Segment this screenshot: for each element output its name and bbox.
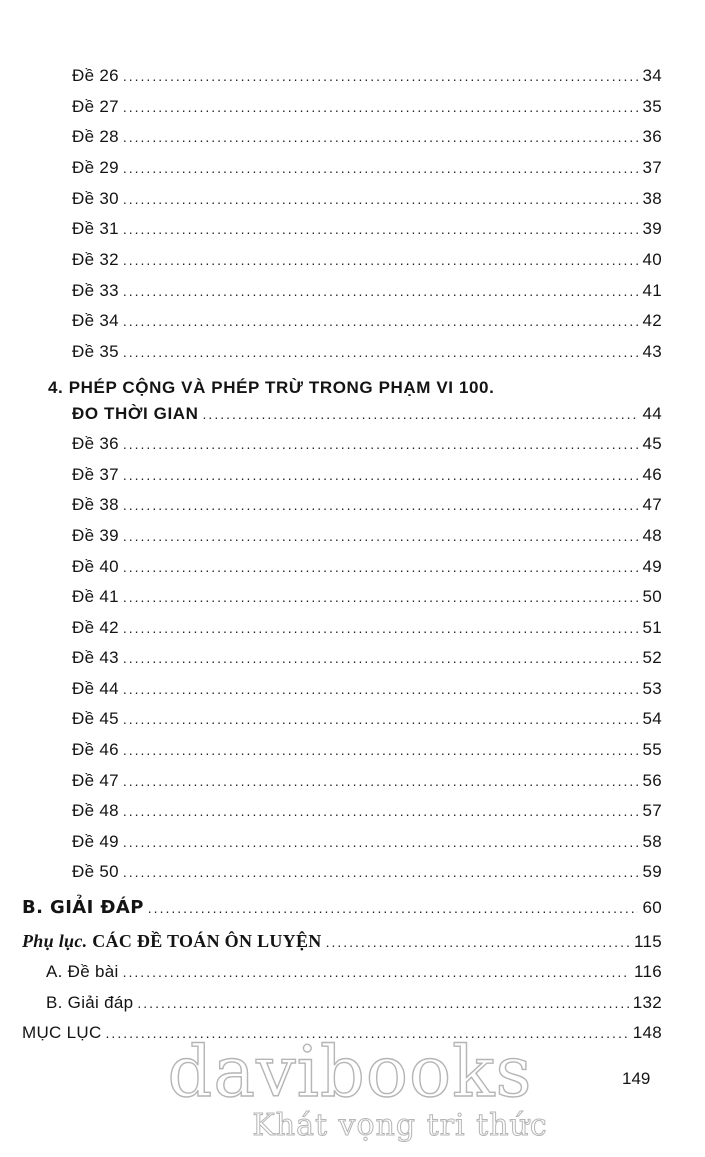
toc-entry-page: 34 bbox=[642, 66, 662, 85]
dot-leader bbox=[123, 433, 639, 455]
toc-part-b bbox=[22, 897, 662, 919]
toc-entry-label: Đề 46 bbox=[72, 740, 119, 759]
toc-entry-page: 51 bbox=[642, 618, 662, 637]
toc-entry bbox=[72, 678, 662, 700]
toc-appendix bbox=[22, 930, 662, 953]
toc-entry-page: 46 bbox=[642, 465, 662, 484]
toc-entry bbox=[72, 770, 662, 792]
toc-entry bbox=[72, 310, 662, 332]
dot-leader bbox=[123, 249, 639, 271]
dot-leader bbox=[123, 525, 639, 547]
dot-leader bbox=[123, 678, 639, 700]
toc-entry-page: 56 bbox=[642, 771, 662, 790]
toc-entry bbox=[72, 556, 662, 578]
contents-label: MỤC LỤC bbox=[22, 1023, 102, 1042]
toc-entry-page: 58 bbox=[642, 832, 662, 851]
toc-entry-page: 48 bbox=[642, 526, 662, 545]
dot-leader bbox=[123, 188, 639, 210]
toc-entry-page: 59 bbox=[642, 862, 662, 881]
toc-entry bbox=[72, 708, 662, 730]
toc-entry-page: 37 bbox=[642, 158, 662, 177]
toc-entry-label: Đề 40 bbox=[72, 557, 119, 576]
toc-entry bbox=[72, 739, 662, 761]
dot-leader bbox=[148, 897, 639, 919]
toc-entry bbox=[72, 433, 662, 455]
toc-entry-label: Đề 30 bbox=[72, 189, 119, 208]
watermark bbox=[150, 1030, 550, 1144]
toc-entry bbox=[72, 647, 662, 669]
dot-leader bbox=[326, 931, 630, 953]
toc-entry-label: Đề 33 bbox=[72, 281, 119, 300]
toc-entry-page: 44 bbox=[642, 404, 662, 423]
dot-leader bbox=[123, 861, 639, 883]
toc-entry-label: Đề 50 bbox=[72, 862, 119, 881]
dot-leader bbox=[123, 65, 639, 87]
toc-entry-label: Đề 27 bbox=[72, 97, 119, 116]
toc-entry-page: 57 bbox=[642, 801, 662, 820]
dot-leader bbox=[123, 310, 639, 332]
toc-entry bbox=[72, 586, 662, 608]
page-number: 149 bbox=[622, 1069, 651, 1088]
toc-entry-label: Đề 34 bbox=[72, 311, 119, 330]
toc-entry bbox=[72, 280, 662, 302]
toc-entry bbox=[72, 800, 662, 822]
dot-leader bbox=[123, 464, 639, 486]
toc-entry-label: Đề 38 bbox=[72, 495, 119, 514]
dot-leader bbox=[123, 280, 639, 302]
toc-entry bbox=[72, 617, 662, 639]
toc-entry-label: Đề 28 bbox=[72, 127, 119, 146]
toc-entry-page: 60 bbox=[642, 898, 662, 917]
toc-entry-label: Đề 37 bbox=[72, 465, 119, 484]
toc-entry-page: 40 bbox=[642, 250, 662, 269]
toc-entry bbox=[72, 831, 662, 853]
toc-contents bbox=[22, 1022, 662, 1044]
appendix-label bbox=[22, 930, 326, 952]
toc-entry-page: 41 bbox=[642, 281, 662, 300]
toc-entry-label: Đề 39 bbox=[72, 526, 119, 545]
appendix-label-rest: CÁC ĐỀ TOÁN ÔN LUYỆN bbox=[87, 931, 322, 951]
dot-leader bbox=[123, 617, 639, 639]
section-4-heading-entry bbox=[72, 403, 662, 425]
watermark-tagline: Khát vọng tri thức bbox=[252, 1108, 548, 1143]
toc-entry-label: Đề 41 bbox=[72, 587, 119, 606]
toc-entry bbox=[72, 464, 662, 486]
toc-entry bbox=[72, 525, 662, 547]
toc-entry-page: 116 bbox=[633, 962, 662, 981]
toc-entry-label: Đề 31 bbox=[72, 219, 119, 238]
toc-entry-label: Đề 36 bbox=[72, 434, 119, 453]
dot-leader bbox=[106, 1022, 629, 1044]
toc-entry bbox=[72, 188, 662, 210]
toc-entry-page: 49 bbox=[642, 557, 662, 576]
toc-entry-page: 53 bbox=[642, 679, 662, 698]
toc-entry-page: 42 bbox=[642, 311, 662, 330]
toc-entry-label: Đề 49 bbox=[72, 832, 119, 851]
toc-entry bbox=[72, 96, 662, 118]
toc-entry-label: Đề 29 bbox=[72, 158, 119, 177]
dot-leader bbox=[137, 992, 628, 1014]
toc-entry-label: Đề 47 bbox=[72, 771, 119, 790]
toc-entry bbox=[72, 157, 662, 179]
toc-entry bbox=[72, 65, 662, 87]
toc-entry bbox=[46, 961, 662, 983]
toc-entry-page: 47 bbox=[642, 495, 662, 514]
dot-leader bbox=[123, 218, 639, 240]
dot-leader bbox=[123, 708, 639, 730]
toc-entry-label: Đề 42 bbox=[72, 618, 119, 637]
toc-entry-label: Đề 43 bbox=[72, 648, 119, 667]
toc-entry-page: 39 bbox=[642, 219, 662, 238]
toc-entry bbox=[72, 861, 662, 883]
toc-entry-label: Đề 44 bbox=[72, 679, 119, 698]
toc-entry-page: 38 bbox=[642, 189, 662, 208]
toc-entry bbox=[72, 218, 662, 240]
toc-entry bbox=[72, 494, 662, 516]
toc-entry-page: 52 bbox=[642, 648, 662, 667]
toc-entry bbox=[72, 126, 662, 148]
dot-leader bbox=[123, 157, 639, 179]
section-4-heading-line2: ĐO THỜI GIAN bbox=[72, 404, 199, 423]
toc-entry-page: 45 bbox=[642, 434, 662, 453]
appendix-label-italic: Phụ lục. bbox=[22, 931, 88, 951]
dot-leader bbox=[123, 647, 639, 669]
dot-leader bbox=[203, 403, 639, 425]
toc-entry-label: Đề 26 bbox=[72, 66, 119, 85]
toc-entry bbox=[46, 992, 662, 1014]
toc-entry-label: Đề 48 bbox=[72, 801, 119, 820]
dot-leader bbox=[123, 341, 639, 363]
dot-leader bbox=[123, 961, 630, 983]
toc-entry-label: A. Đề bài bbox=[46, 962, 119, 981]
toc-entry-label: B. Giải đáp bbox=[46, 993, 134, 1012]
toc-entry-page: 148 bbox=[632, 1023, 662, 1042]
toc-entry-page: 132 bbox=[632, 993, 662, 1012]
toc-entry-page: 55 bbox=[642, 740, 662, 759]
part-b-label: B. GIẢI ĐÁP bbox=[22, 897, 144, 918]
toc-entry-page: 115 bbox=[633, 932, 662, 951]
toc-entry bbox=[72, 249, 662, 271]
toc-entry-label: Đề 45 bbox=[72, 709, 119, 728]
dot-leader bbox=[123, 800, 639, 822]
dot-leader bbox=[123, 770, 639, 792]
dot-leader bbox=[123, 831, 639, 853]
toc-entry-page: 54 bbox=[642, 709, 662, 728]
toc-entry-label: Đề 35 bbox=[72, 342, 119, 361]
toc-entry-page: 50 bbox=[642, 587, 662, 606]
toc-entry-label: Đề 32 bbox=[72, 250, 119, 269]
dot-leader bbox=[123, 126, 639, 148]
toc-entry-page: 36 bbox=[642, 127, 662, 146]
dot-leader bbox=[123, 739, 639, 761]
toc-entry bbox=[72, 341, 662, 363]
section-4-heading: 4. PHÉP CỘNG VÀ PHÉP TRỪ TRONG PHẠM VI 100. bbox=[48, 378, 495, 397]
dot-leader bbox=[123, 556, 639, 578]
toc-entry-page: 43 bbox=[642, 342, 662, 361]
dot-leader bbox=[123, 96, 639, 118]
dot-leader bbox=[123, 494, 639, 516]
watermark-logo: davibooks bbox=[167, 1031, 533, 1113]
dot-leader bbox=[123, 586, 639, 608]
toc-entry-page: 35 bbox=[642, 97, 662, 116]
